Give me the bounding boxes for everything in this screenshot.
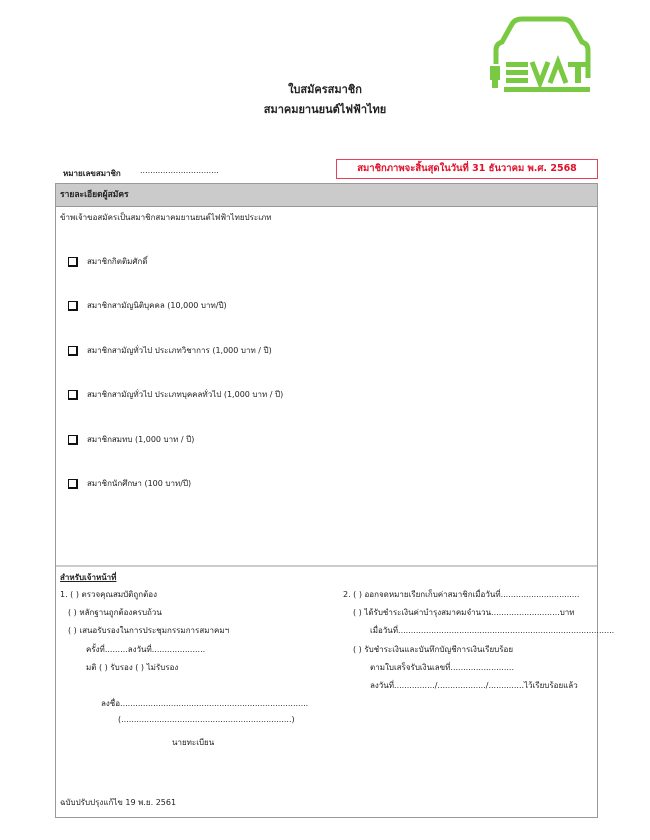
signature-name: (...................................................................) [118,715,295,724]
option-general[interactable] [68,388,283,401]
officer-right-line: ( ) ได้รับชำระเงินค่าบำรุงสมาคมจำนวน...........................บาท [353,608,575,617]
member-number-field[interactable]: ............................... [140,166,219,175]
officer-right-line: เมื่อวันที่..................................................................................... [370,626,615,635]
option-corporate[interactable] [68,299,227,312]
officer-left-line: ( ) เสนอรับรองในการประชุมกรรมการสมาคมฯ [68,626,230,635]
option-label: สมาชิกสามัญทั่วไป ประเภทวิชาการ (1,000 บาท / ปี) [87,346,272,355]
signature-title: นายทะเบียน [172,738,215,747]
form-subtitle: สมาคมยานยนต์ไฟฟ้าไทย [263,103,387,116]
officer-right-line: 2. ( ) ออกจดหมายเรียกเก็บค่าสมาชิกเมื่อวันที่............................... [343,590,580,599]
signature-line: ลงชื่อ.......................................................................... [101,699,309,708]
checkbox[interactable] [68,346,78,356]
option-label: สมาชิกสมทบ (1,000 บาท / ปี) [87,435,195,444]
checkbox[interactable] [68,479,78,489]
option-honorary[interactable] [68,255,148,268]
officer-left-line: ครั้งที่.........ลงวันที่..................... [86,645,206,654]
officer-left-line: มติ ( ) รับรอง ( ) ไม่รับรอง [86,663,179,672]
officer-right-line: ลงวันที่................/.................../..............ไว้เรียบร้อยแล้ว [370,681,578,690]
option-label: สมาชิกกิตติมศักดิ์ [87,257,148,266]
officer-right-line: ตามใบเสร็จรับเงินเลขที่......................... [370,663,514,672]
section-divider [56,565,597,567]
option-associate[interactable] [68,433,194,446]
revision-note: ฉบับปรับปรุงแก้ไข 19 พ.ย. 2561 [60,798,177,807]
checkbox[interactable] [68,390,78,400]
officer-left-line: 1. ( ) ตรวจคุณสมบัติถูกต้อง [60,590,157,599]
option-label: สมาชิกสามัญทั่วไป ประเภทบุคคลทั่วไป (1,000 บาท / ปี) [87,390,284,399]
option-student[interactable] [68,477,191,490]
officer-left-line: ( ) หลักฐานถูกต้องครบถ้วน [68,608,162,617]
expiry-notice: สมาชิกภาพจะสิ้นสุดในวันที่ 31 ธันวาคม พ.ศ. 2568 [336,159,598,179]
intro-text: ข้าพเจ้าขอสมัครเป็นสมาชิกสมาคมยานยนต์ไฟฟ้าไทยประเภท [60,213,272,222]
officer-right-line: ( ) รับชำระเงินและบันทึกบัญชีการเงินเรียบร้อย [353,645,513,654]
option-academic[interactable] [68,344,272,357]
option-label: สมาชิกนักศึกษา (100 บาท/ปี) [87,479,192,488]
option-label: สมาชิกสามัญนิติบุคคล (10,000 บาท/ปี) [87,301,227,310]
checkbox[interactable] [68,257,78,267]
application-box [55,183,615,818]
member-number-label: หมายเลขสมาชิก [63,169,121,178]
form-title: ใบสมัครสมาชิก [288,83,362,96]
section-header: รายละเอียดผู้สมัคร [56,184,597,207]
checkbox[interactable] [68,435,78,445]
checkbox[interactable] [68,301,78,311]
officer-heading: สำหรับเจ้าหน้าที่ [60,573,117,582]
